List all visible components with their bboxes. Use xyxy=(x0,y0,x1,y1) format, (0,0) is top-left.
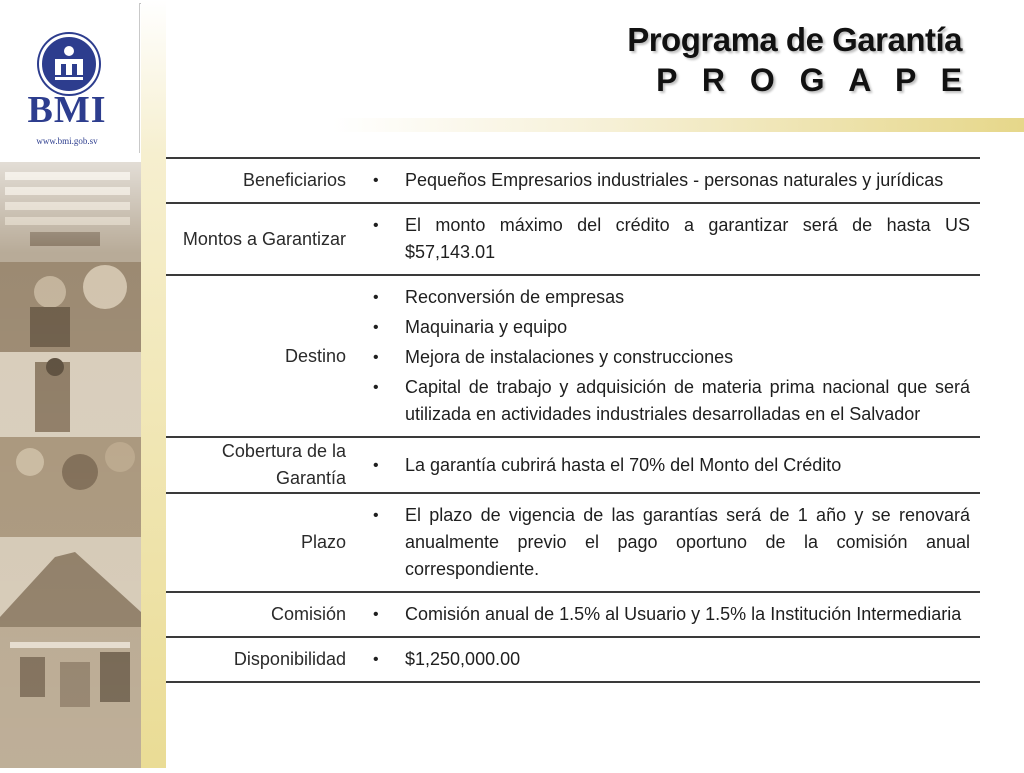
bullet-list xyxy=(358,646,970,673)
bullet-icon: • xyxy=(373,379,379,396)
bullet-list xyxy=(358,601,970,628)
bmi-logo xyxy=(18,32,118,152)
list-item xyxy=(358,502,970,583)
bullet-icon: • xyxy=(373,456,379,474)
list-item-text: $1,250,000.00 xyxy=(405,649,521,669)
row-content xyxy=(358,275,980,437)
gold-strip xyxy=(141,0,166,768)
row-label: Cobertura de la Garantía xyxy=(166,437,358,493)
table-row xyxy=(166,637,980,682)
table-row xyxy=(166,158,980,203)
list-item xyxy=(358,646,970,673)
list-item xyxy=(358,314,970,341)
table-row xyxy=(166,437,980,493)
bullet-icon: • xyxy=(373,319,379,336)
bullet-icon: • xyxy=(373,606,379,623)
row-label: Comisión xyxy=(166,592,358,637)
list-item xyxy=(358,601,970,628)
logo-url: www.bmi.gob.sv xyxy=(36,136,98,146)
logo-emblem-icon xyxy=(39,34,99,94)
list-item-text: Capital de trabajo y adquisición de materia prima nacional que será utilizada en actividades industriales desarrolladas en el Salvador xyxy=(405,377,970,424)
list-item xyxy=(358,374,970,428)
table-row xyxy=(166,203,980,275)
bullet-icon: • xyxy=(373,289,379,306)
list-item-text: La garantía cubrirá hasta el 70% del Monto del Crédito xyxy=(405,454,842,475)
list-item-text: Comisión anual de 1.5% al Usuario y 1.5% la Institución Intermediaria xyxy=(405,604,962,624)
row-content xyxy=(358,437,980,493)
row-content xyxy=(358,637,980,682)
table-row xyxy=(166,493,980,592)
bullet-list xyxy=(358,452,970,479)
list-item xyxy=(358,344,970,371)
list-item xyxy=(358,452,970,479)
slide-title xyxy=(627,20,970,100)
row-label: Montos a Garantizar xyxy=(166,203,358,275)
title-line-1: Programa de Garantía xyxy=(627,21,962,58)
logo-text: BMI xyxy=(27,89,107,131)
program-info-table xyxy=(166,157,980,683)
bullet-icon: • xyxy=(373,651,379,668)
list-item xyxy=(358,167,970,194)
title-line-2: P R O G A P E xyxy=(656,62,970,98)
photo-collage xyxy=(0,162,141,768)
table-row xyxy=(166,275,980,437)
bullet-list xyxy=(358,502,970,583)
row-content xyxy=(358,203,980,275)
list-item-text: Maquinaria y equipo xyxy=(405,317,568,337)
bullet-list xyxy=(358,212,970,266)
bullet-icon: • xyxy=(373,217,379,234)
bullet-icon: • xyxy=(373,172,379,189)
list-item-text: El plazo de vigencia de las garantías será de 1 año y se renovará anualmente previo el pago oportuno de la comisión anual correspondiente. xyxy=(405,505,970,579)
bullet-icon: • xyxy=(373,349,379,366)
row-label: Beneficiarios xyxy=(166,158,358,203)
row-label: Disponibilidad xyxy=(166,637,358,682)
list-item-text: Pequeños Empresarios industriales - personas naturales y jurídicas xyxy=(405,170,944,190)
list-item xyxy=(358,284,970,311)
table-row xyxy=(166,592,980,637)
sidebar xyxy=(0,0,166,768)
bullet-list xyxy=(358,167,970,194)
list-item-text: El monto máximo del crédito a garantizar será de hasta US $57,143.01 xyxy=(405,215,970,262)
bullet-icon: • xyxy=(373,507,379,524)
row-content xyxy=(358,158,980,203)
list-item-text: Mejora de instalaciones y construcciones xyxy=(405,347,734,367)
list-item xyxy=(358,212,970,266)
row-label: Plazo xyxy=(166,493,358,592)
bullet-list xyxy=(358,284,970,428)
title-underline-bar xyxy=(333,118,1024,132)
sidebar-divider xyxy=(139,3,140,153)
row-label: Destino xyxy=(166,275,358,437)
row-content xyxy=(358,493,980,592)
list-item-text: Reconversión de empresas xyxy=(405,287,625,307)
row-content xyxy=(358,592,980,637)
